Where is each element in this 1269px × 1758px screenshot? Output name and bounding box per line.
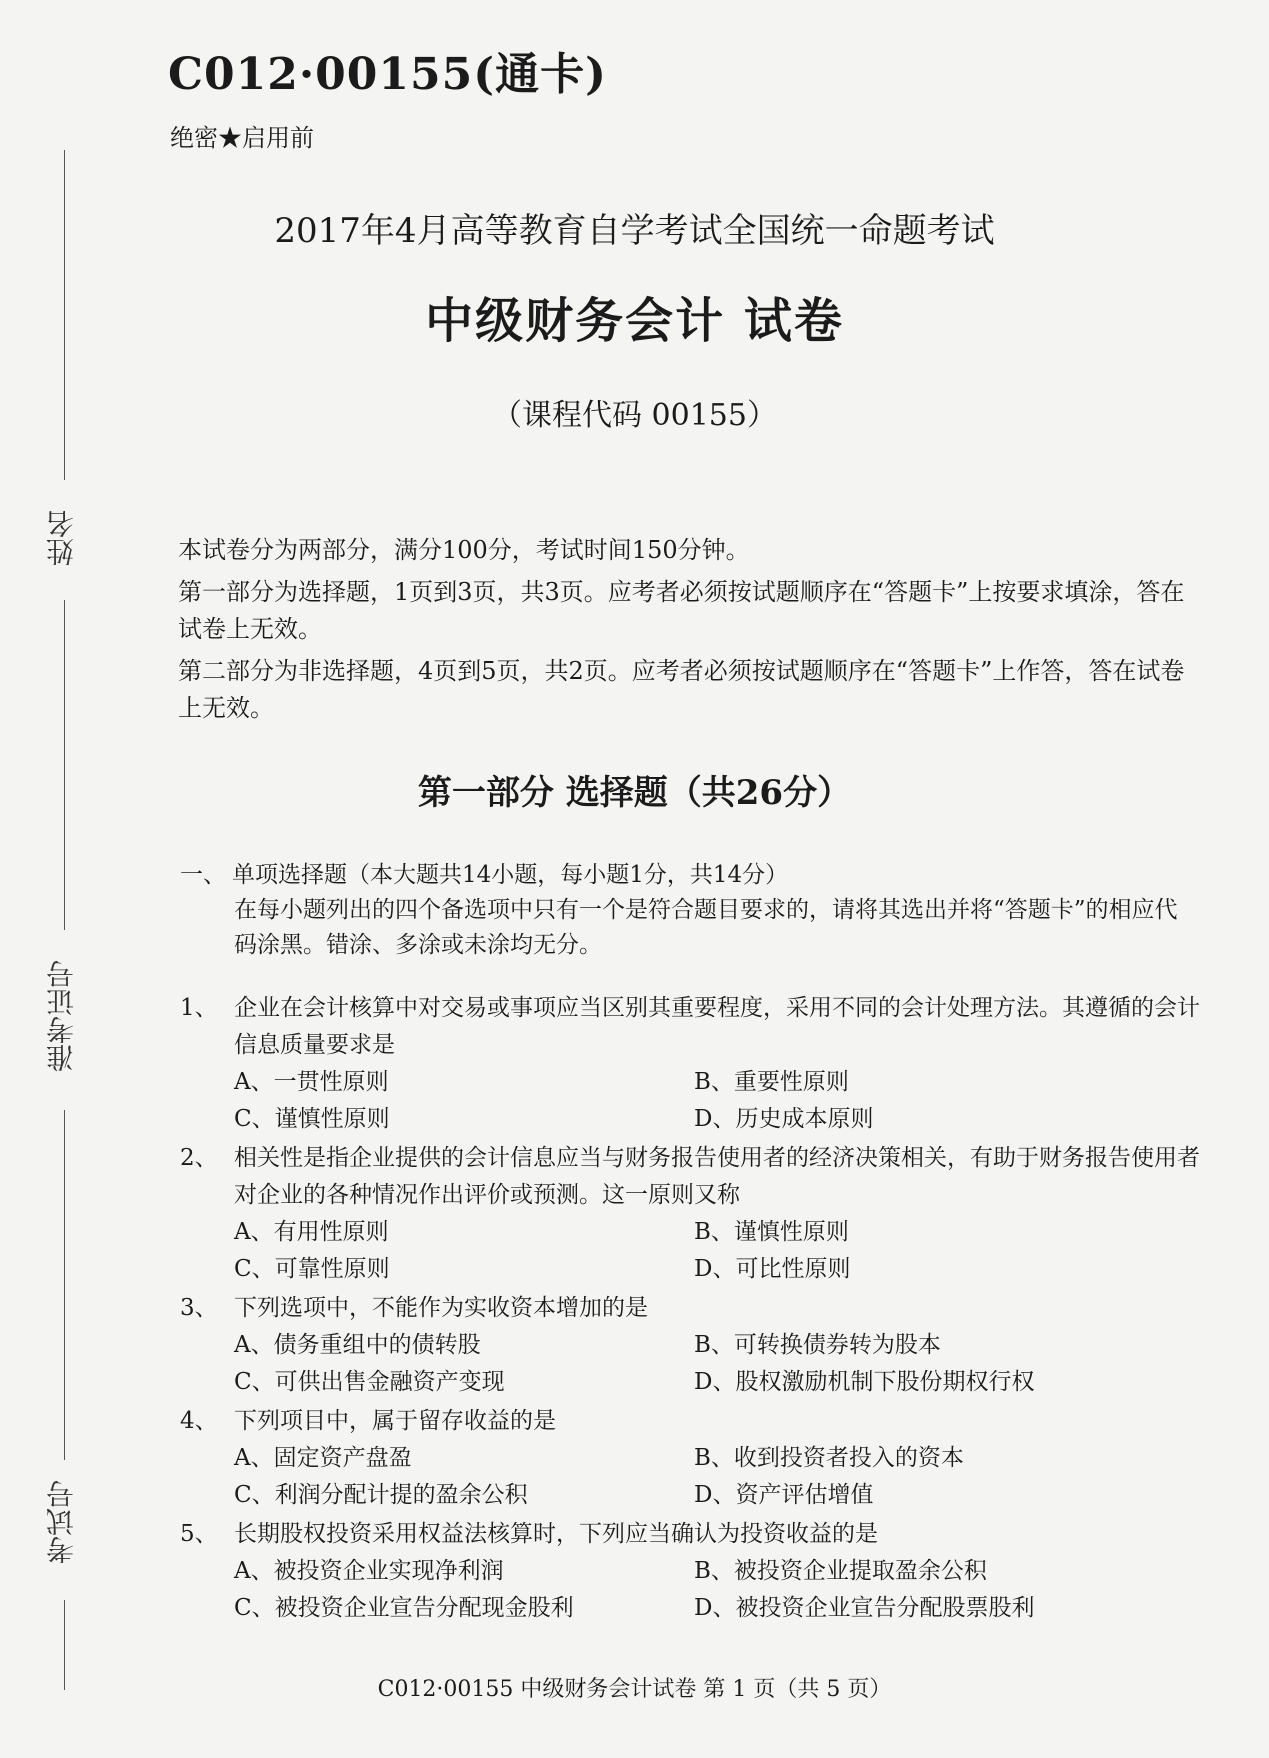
option-c: C、可供出售金融资产变现 [234,1369,505,1395]
option-b: B、收到投资者投入的资本 [694,1445,964,1471]
section-title: 单项选择题（本大题共14小题，每小题1分，共14分） [232,862,789,888]
option-c: C、被投资企业宣告分配现金股利 [234,1595,574,1621]
section-heading [180,858,1200,963]
instructions [178,532,1198,732]
question-stem: 下列项目中，属于留存收益的是 [234,1408,556,1434]
section-number: 一、 [180,862,226,888]
paper-code: C012·00155(通卡) [168,49,607,100]
page-footer: C012·00155 中级财务会计试卷 第 1 页（共 5 页） [377,1677,892,1702]
instruction-2: 第一部分为选择题，1页到3页，共3页。应考者必须按试题顺序在“答题卡”上按要求填涂，答在试卷上无效。 [178,578,1185,643]
option-d: D、可比性原则 [694,1256,851,1282]
part-title: 第一部分 选择题（共26分） [417,773,852,813]
question-number: 2、 [180,1145,218,1171]
option-a: A、一贯性原则 [234,1069,389,1095]
question-number: 1、 [180,995,218,1021]
question-stem: 长期股权投资采用权益法核算时，下列应当确认为投资收益的是 [234,1521,878,1547]
secret-label: 绝密★启用前 [170,124,314,152]
option-c: C、谨慎性原则 [234,1106,390,1132]
question-number: 4、 [180,1408,218,1434]
option-d: D、股权激励机制下股份期权行权 [694,1369,1035,1395]
option-b: B、可转换债券转为股本 [694,1332,941,1358]
paper-title: 中级财务会计 试卷 [425,293,844,349]
question-4 [180,1403,1210,1514]
instruction-1: 本试卷分为两部分，满分100分，考试时间150分钟。 [178,536,750,564]
exam-title: 2017年4月高等教育自学考试全国统一命题考试 [274,211,995,251]
option-a: A、债务重组中的债转股 [234,1332,481,1358]
question-3 [180,1290,1210,1401]
name-label: 姓名 [45,510,78,566]
option-d: D、被投资企业宣告分配股票股利 [694,1595,1035,1621]
option-c: C、利润分配计提的盈余公积 [234,1482,528,1508]
option-d: D、资产评估增值 [694,1482,874,1508]
question-stem: 企业在会计核算中对交易或事项应当区别其重要程度，采用不同的会计处理方法。其遵循的会计信息质量要求是 [234,995,1200,1058]
question-1 [180,990,1210,1138]
option-a: A、固定资产盘盈 [234,1445,412,1471]
option-a: A、有用性原则 [234,1219,389,1245]
option-b: B、被投资企业提取盈余公积 [694,1558,987,1584]
question-5 [180,1516,1210,1627]
question-stem: 相关性是指企业提供的会计信息应当与财务报告使用者的经济决策相关，有助于财务报告使用者对企业的各种情况作出评价或预测。这一原则又称 [234,1145,1200,1208]
question-number: 3、 [180,1295,218,1321]
option-d: D、历史成本原则 [694,1106,874,1132]
exam-no-label: 考试号 [45,1480,78,1564]
question-list [180,990,1210,1629]
option-a: A、被投资企业实现净利润 [234,1558,504,1584]
question-number: 5、 [180,1521,218,1547]
admission-line [64,1110,65,1460]
question-2 [180,1140,1210,1288]
admission-label: 准考证号 [45,960,78,1072]
section-description: 在每小题列出的四个备选项中只有一个是符合题目要求的，请将其选出并将“答题卡”的相应代码涂黑。错涂、多涂或未涂均无分。 [234,897,1178,958]
option-b: B、谨慎性原则 [694,1219,849,1245]
course-code: （课程代码 00155） [492,398,777,433]
question-stem: 下列选项中，不能作为实收资本增加的是 [234,1295,648,1321]
option-b: B、重要性原则 [694,1069,849,1095]
option-c: C、可靠性原则 [234,1256,390,1282]
instruction-3: 第二部分为非选择题，4页到5页，共2页。应考者必须按试题顺序在“答题卡”上作答，答在试卷上无效。 [178,657,1185,722]
